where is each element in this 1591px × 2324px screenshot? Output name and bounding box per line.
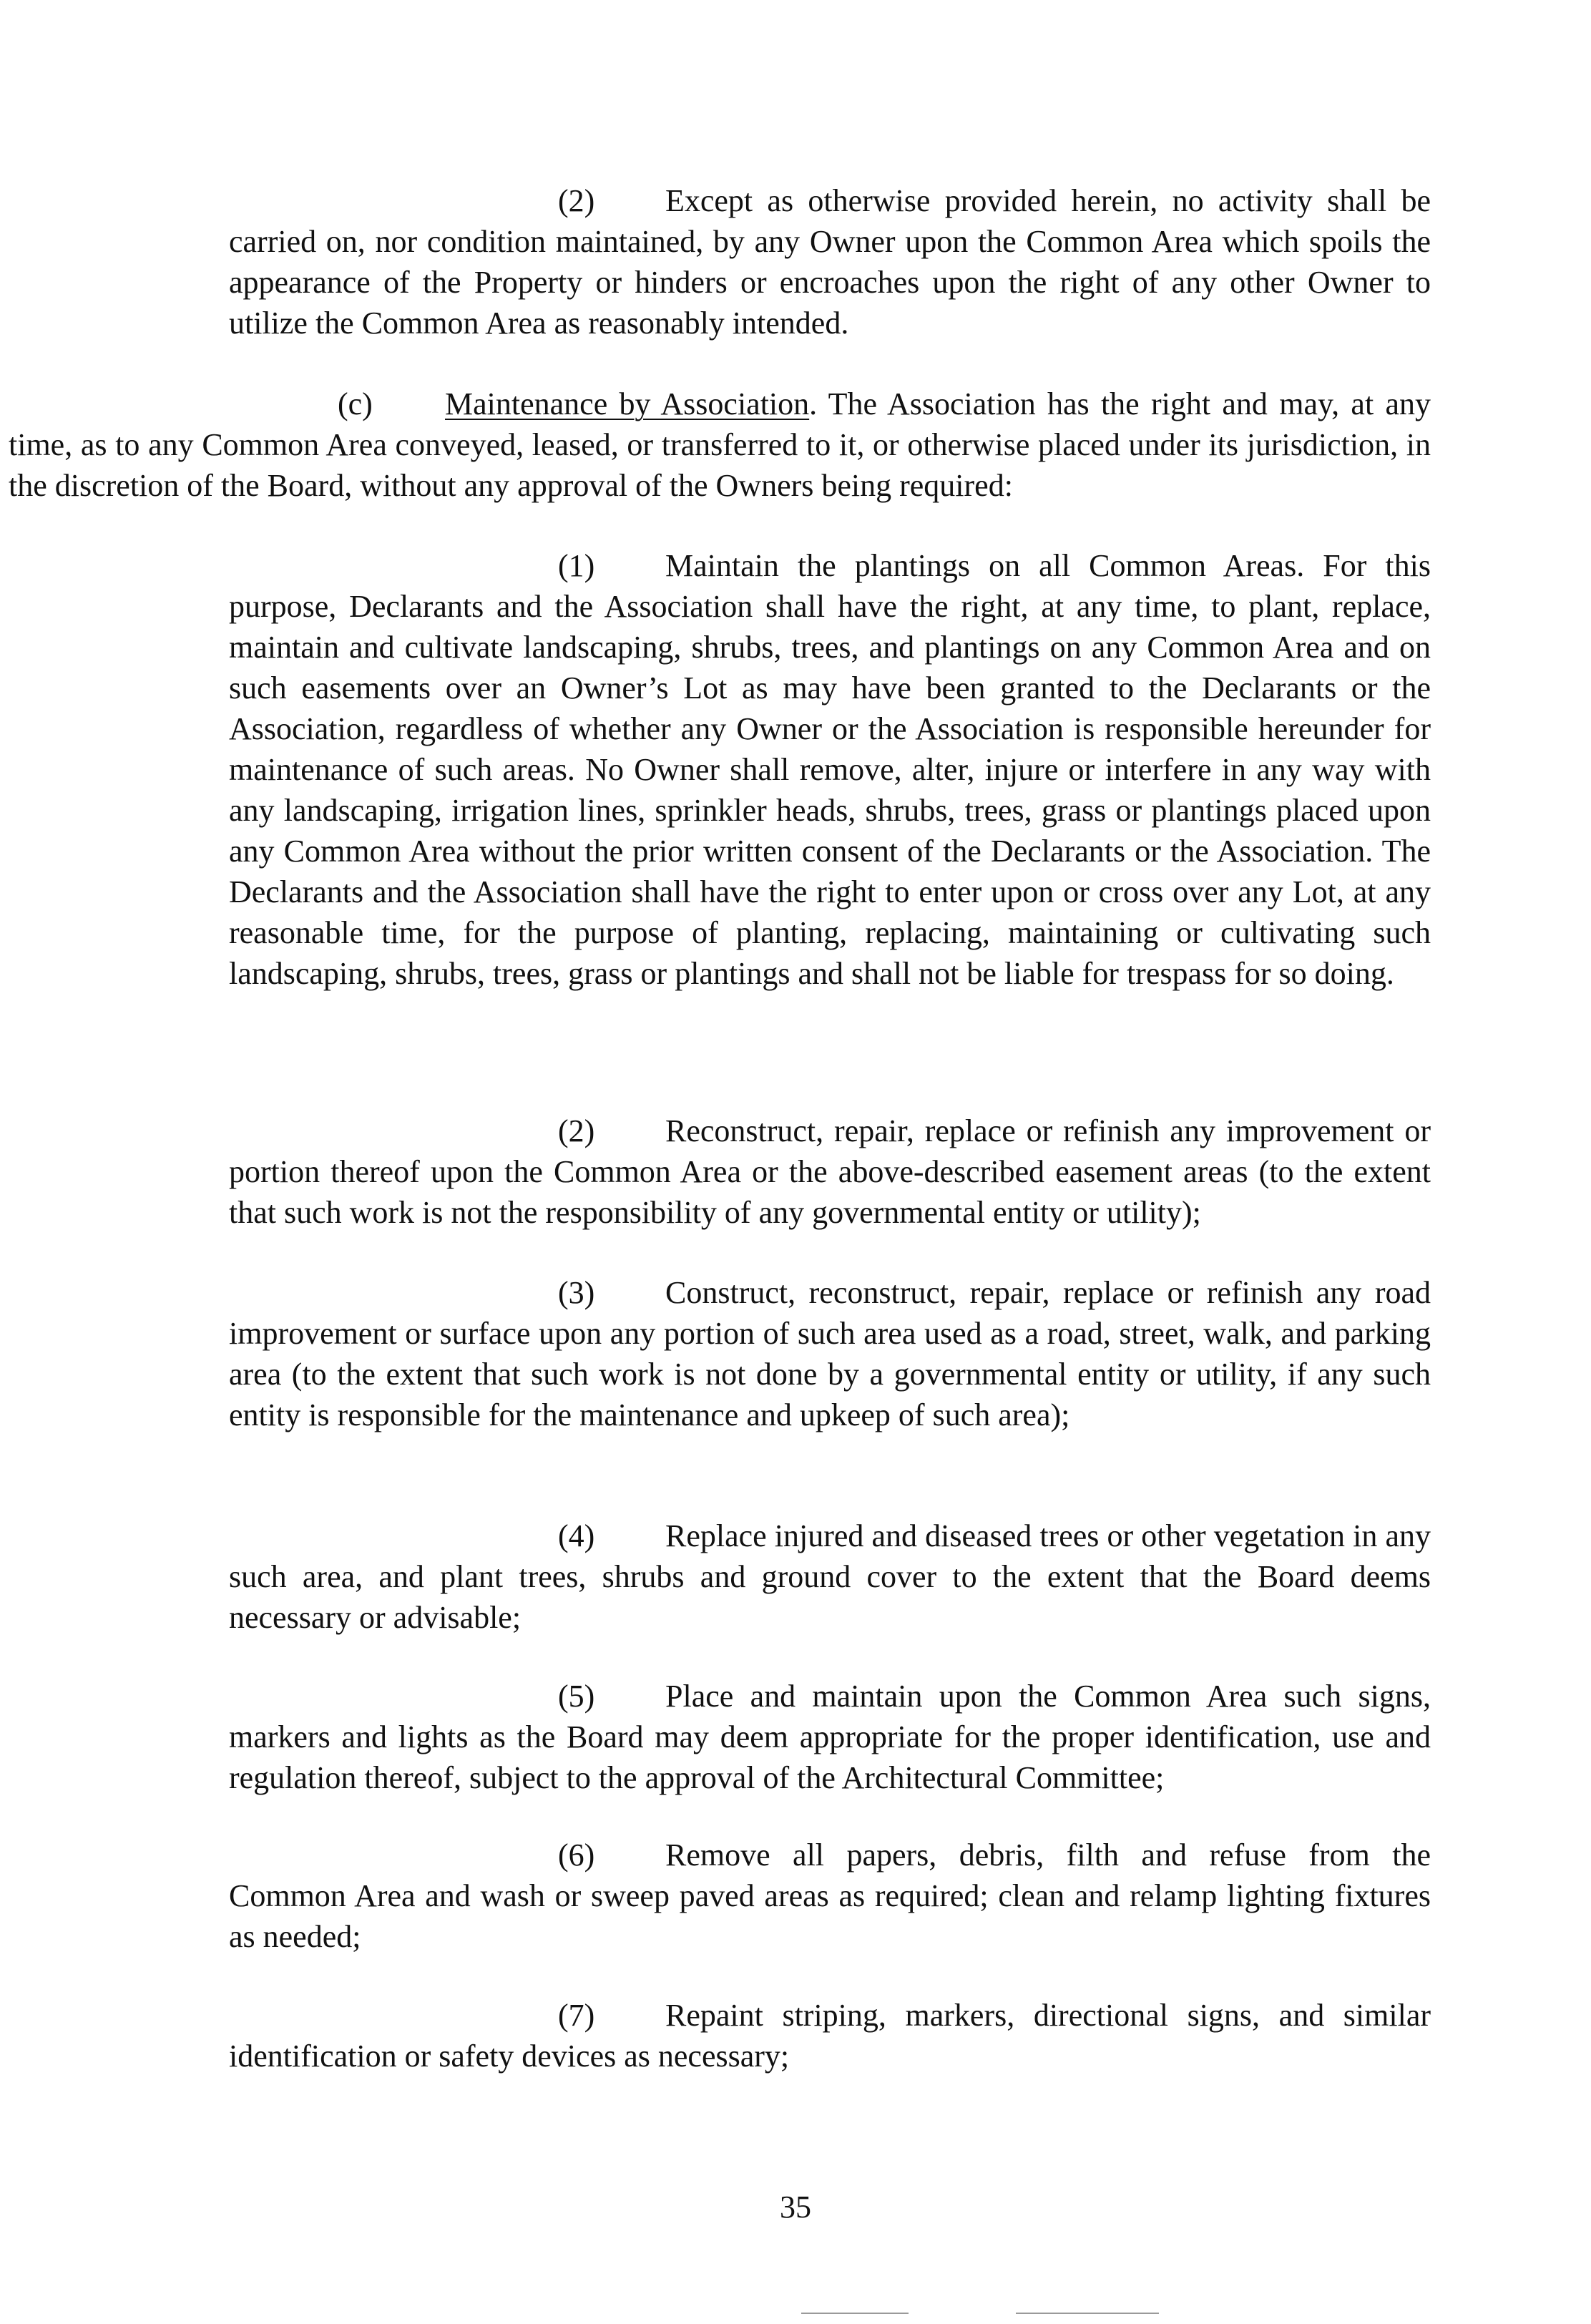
scan-artifact-line	[801, 2313, 909, 2314]
paragraph-label: (1)	[558, 548, 595, 583]
paragraph-text: Repaint striping, markers, directional signs, and similar identification or safety devices as necessary;	[229, 1998, 1431, 2074]
paragraph-label: (3)	[558, 1275, 595, 1310]
paragraph-p4	[229, 1110, 1431, 1233]
paragraph-text: Reconstruct, repair, replace or refinish any improvement or portion thereof upon the Common Area or the above-described easement areas (to the extent that such work is not the responsibility of any governmental entity or utility);	[229, 1113, 1431, 1230]
paragraph-label: (2)	[558, 183, 595, 218]
paragraph-text: Construct, reconstruct, repair, replace or refinish any road improvement or surface upon any portion of such area used as a road, street, walk, and parking area (to the extent that such work is not done by a governmental entity or utility, if any such entity is responsible for the maintenance and upkeep of such area);	[229, 1275, 1431, 1432]
paragraph-label: (4)	[558, 1518, 595, 1553]
section-heading: Maintenance by Association	[445, 386, 810, 421]
paragraph-p5	[229, 1272, 1431, 1435]
paragraph-text: Place and maintain upon the Common Area such signs, markers and lights as the Board may deem appropriate for the proper identification, use and regulation thereof, subject to the approval of the Architectural Committee;	[229, 1679, 1431, 1795]
paragraph-text: Remove all papers, debris, filth and refuse from the Common Area and wash or sweep paved areas as required; clean and relamp lighting fixtures as needed;	[229, 1837, 1431, 1954]
paragraph-label: (5)	[558, 1679, 595, 1714]
paragraph-p8	[229, 1835, 1431, 1957]
paragraph-p9	[229, 1995, 1431, 2076]
paragraph-text: Maintain the plantings on all Common Areas. For this purpose, Declarants and the Association shall have the right, at any time, to plant, replace, maintain and cultivate landscaping, shrubs, trees, and plantings on any Common Area and on such easements over an Owner’s Lot as may have been granted to the Declarants or the Association, regardless of whether any Owner or the Association is responsible hereunder for maintenance of such areas. No Owner shall remove, alter, injure or interfere in any way with any landscaping, irrigation lines, sprinkler heads, shrubs, trees, grass or plantings placed upon any Common Area without the prior written consent of the Declarants or the Association. The Declarants and the Association shall have the right to enter upon or cross over any Lot, at any reasonable time, for the purpose of planting, replacing, maintaining or cultivating such landscaping, shrubs, trees, grass or plantings and shall not be liable for trespass for so doing.	[229, 548, 1431, 991]
scan-artifact-line	[1016, 2313, 1159, 2314]
paragraph-text: Except as otherwise provided herein, no activity shall be carried on, nor condition maintained, by any Owner upon the Common Area which spoils the appearance of the Property or hinders or encroaches upon the right of any other Owner to utilize the Common Area as reasonably intended.	[229, 183, 1431, 341]
paragraph-p3	[229, 545, 1431, 994]
paragraph-p1	[229, 180, 1431, 343]
paragraph-text: Replace injured and diseased trees or other vegetation in any such area, and plant trees, shrubs and ground cover to the extent that the Board deems necessary or advisable;	[229, 1518, 1431, 1635]
paragraph-text: . The Association has the right and may, at any time, as to any Common Area conveyed, leased, or transferred to it, or otherwise placed under its jurisdiction, in the discretion of the Board, without any approval of the Owners being required:	[9, 386, 1431, 503]
paragraph-label: (c)	[338, 386, 373, 421]
paragraph-label: (7)	[558, 1998, 595, 2033]
paragraph-label: (2)	[558, 1113, 595, 1148]
page-number: 35	[780, 2189, 811, 2225]
paragraph-p6	[229, 1515, 1431, 1638]
paragraph-p2	[9, 384, 1431, 506]
paragraph-p7	[229, 1676, 1431, 1798]
paragraph-label: (6)	[558, 1837, 595, 1873]
